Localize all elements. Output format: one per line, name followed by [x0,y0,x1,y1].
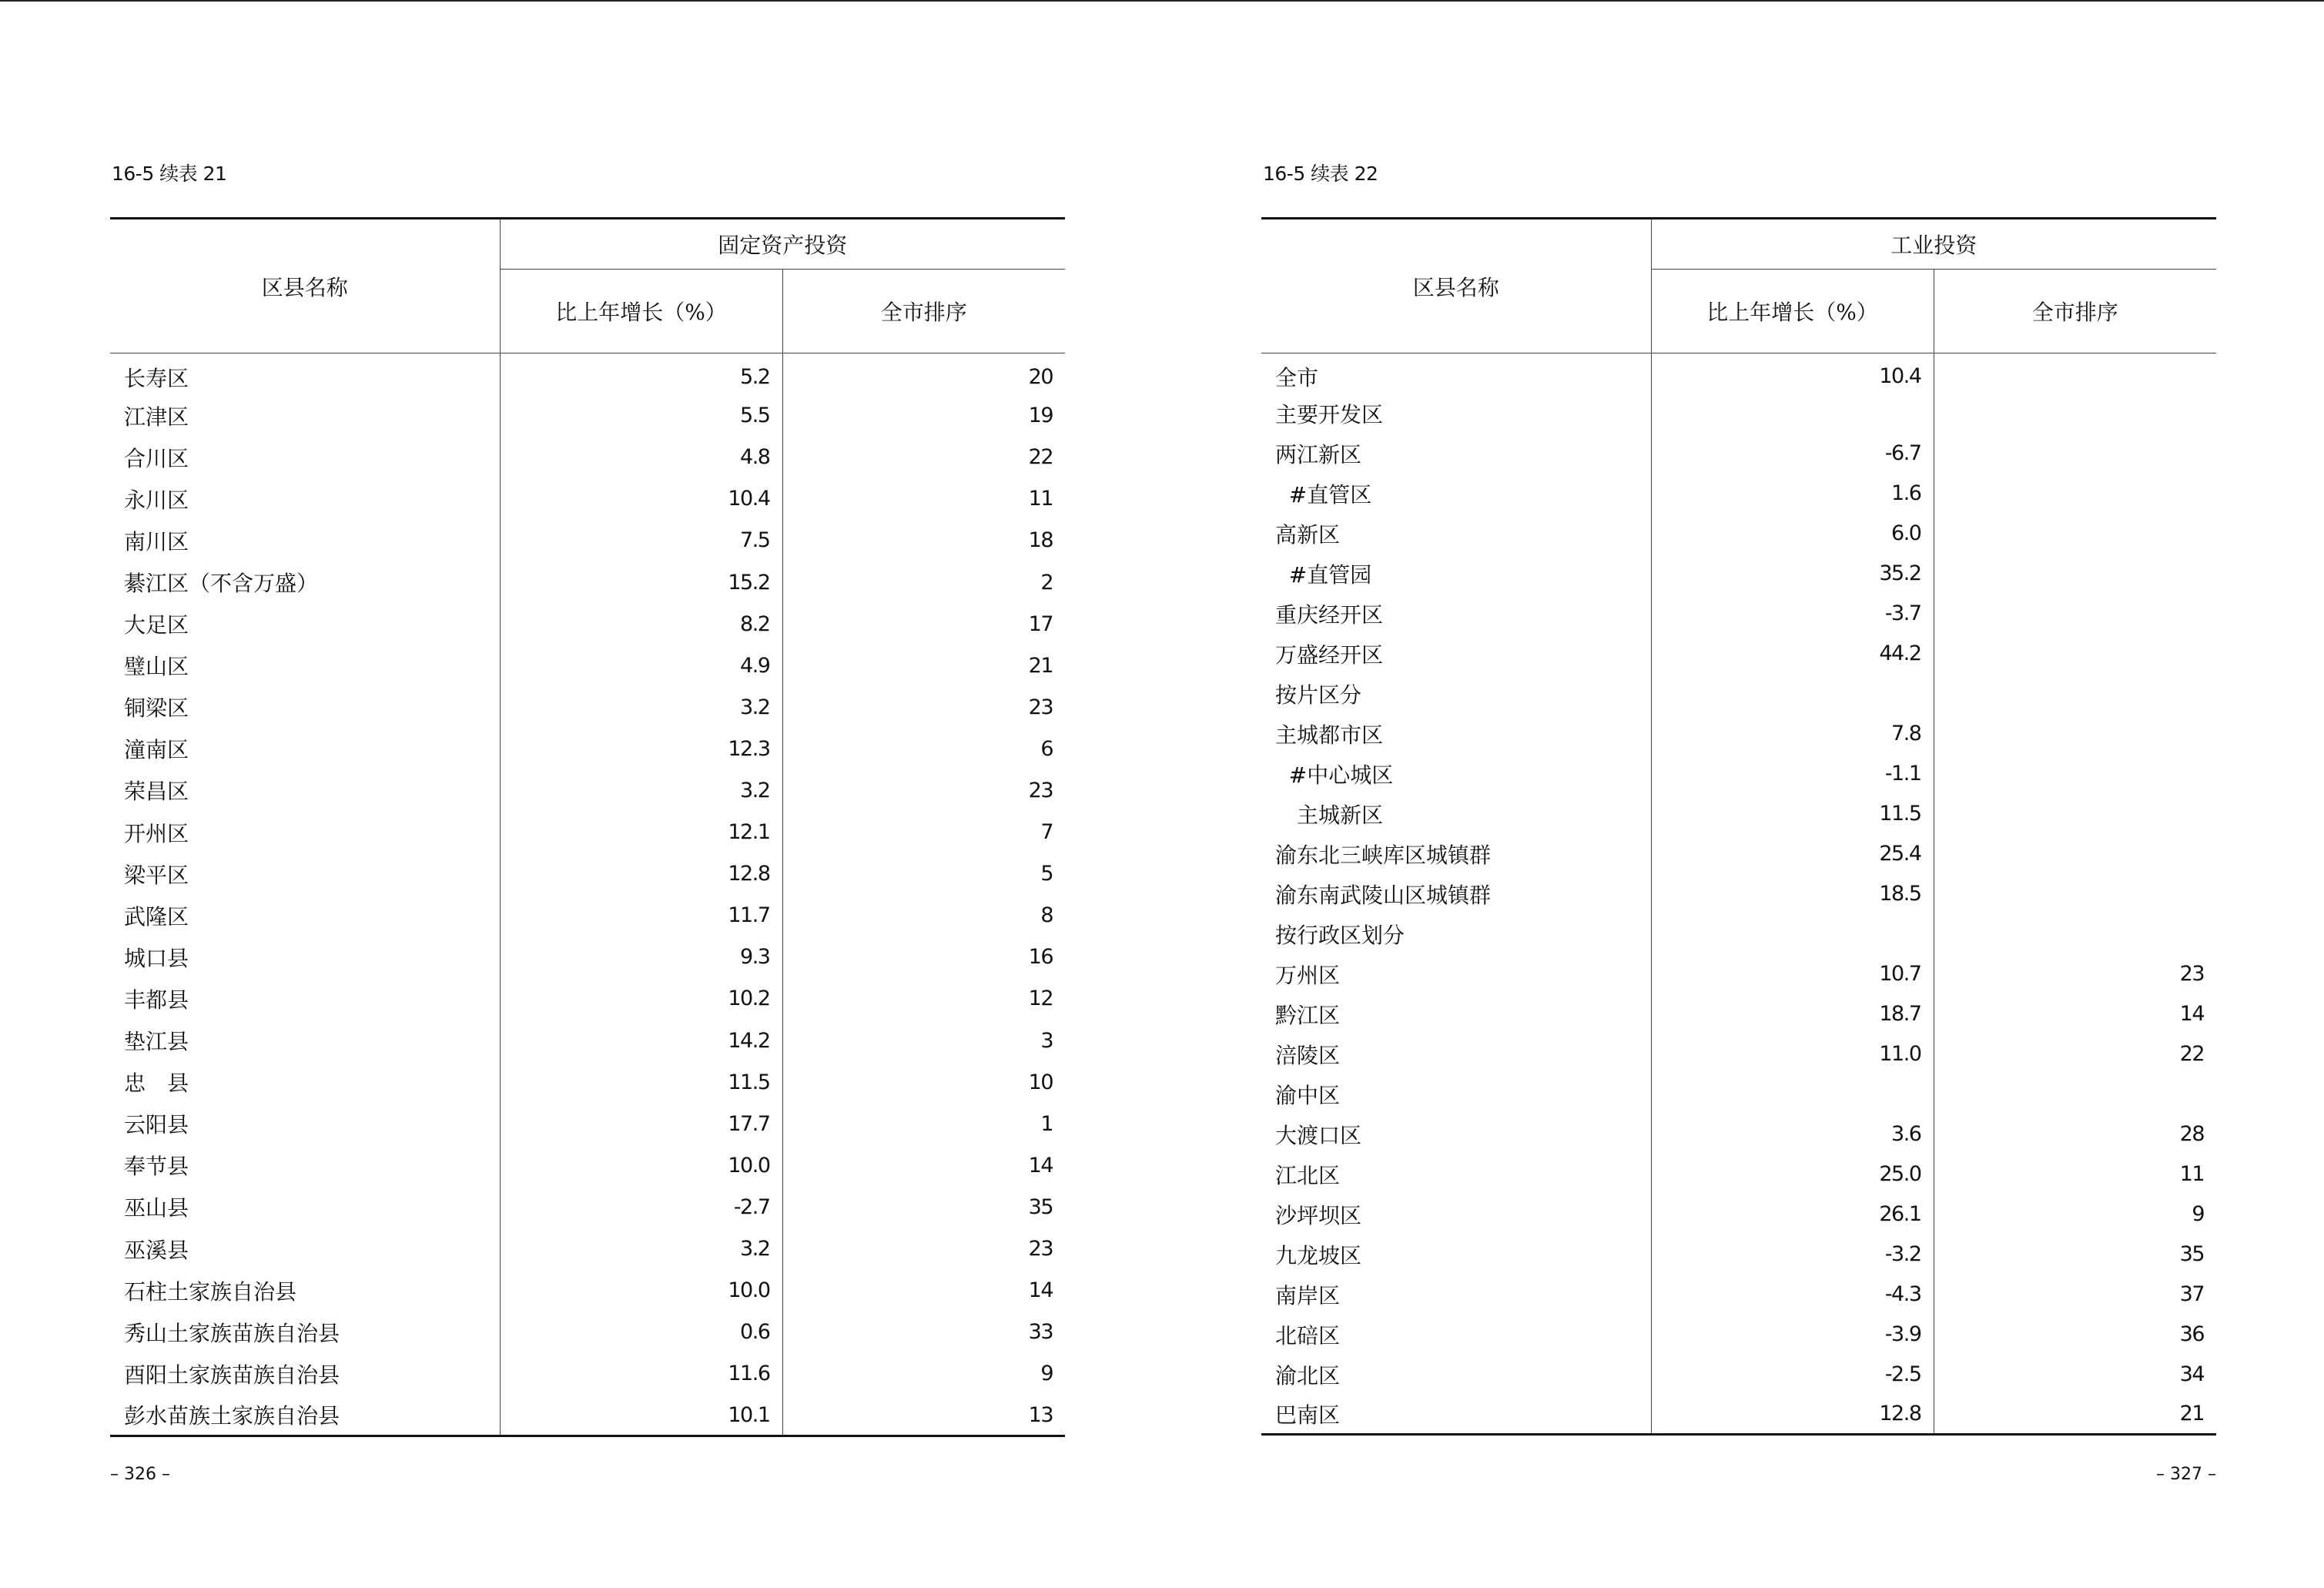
row-name-cell: 涪陵区 [1275,1042,1341,1068]
row-name-cell: 綦江区（不含万盛） [124,571,319,597]
table-row [1261,1034,2216,1074]
row-name-cell: #直管园 [1275,561,1372,588]
row-growth-cell: 44.2 [1651,634,1934,674]
row-name-cell: 高新区 [1275,521,1341,548]
row-growth-cell: 25.4 [1651,834,1934,874]
table-row [110,478,1065,520]
table-row [110,936,1065,978]
table-row [110,978,1065,1020]
table-row [110,437,1065,478]
row-growth-cell: 4.9 [500,645,782,686]
row-name-cell: 按行政区划分 [1275,922,1405,948]
row-growth-cell: 10.0 [500,1270,782,1312]
column-header-name: 区县名称 [1261,219,1651,353]
row-growth-cell: 10.4 [500,478,782,520]
row-growth-cell: 3.6 [1651,1114,1934,1154]
row-name-cell: 武隆区 [124,903,189,930]
row-name-cell: 铜梁区 [124,695,189,722]
table-row [110,686,1065,728]
table-row [1261,474,2216,514]
table-row [110,395,1065,437]
row-growth-cell: 14.2 [500,1020,782,1061]
row-growth-cell: -3.9 [1651,1315,1934,1355]
row-rank-cell: 34 [1934,1355,2216,1395]
table-row [1261,834,2216,874]
row-name-cell: 巫山县 [124,1195,189,1221]
table-caption: 16-5 续表 22 [1263,162,1378,185]
row-growth-cell: 5.2 [500,353,782,395]
row-name-cell: 云阳县 [124,1112,189,1138]
row-name-cell: 巴南区 [1261,1395,1651,1435]
table-row [1261,674,2216,714]
row-growth-cell: 18.7 [1651,994,1934,1034]
row-growth-cell: 7.5 [500,520,782,561]
row-growth-cell: 17.7 [500,1103,782,1144]
row-growth-cell: 12.8 [500,853,782,895]
row-rank-cell [1934,714,2216,754]
row-rank-cell [1934,874,2216,914]
table-row [1261,594,2216,634]
table-row [1261,914,2216,954]
row-rank-cell: 23 [782,1228,1065,1269]
row-growth-cell: 15.2 [500,561,782,603]
row-growth-cell: 10.1 [500,1395,782,1436]
row-rank-cell [1934,394,2216,434]
row-growth-cell: 0.6 [500,1312,782,1353]
row-growth-cell: 10.0 [500,1144,782,1186]
table-row [110,1103,1065,1144]
table-row [1261,634,2216,674]
row-rank-cell: 23 [782,769,1065,811]
row-growth-cell [1651,914,1934,954]
table-row [110,895,1065,936]
row-growth-cell: 25.0 [1651,1154,1934,1194]
row-rank-cell: 23 [782,686,1065,728]
row-rank-cell: 35 [1934,1235,2216,1275]
row-growth-cell: 11.7 [500,895,782,936]
table-row [110,1228,1065,1269]
table-row [1261,874,2216,914]
row-rank-cell [1934,1074,2216,1114]
row-growth-cell: -1.1 [1651,754,1934,794]
row-name-cell: 奉节县 [124,1154,189,1180]
row-growth-cell: 11.5 [500,1061,782,1103]
table-row [1261,1235,2216,1275]
row-name-cell: 大渡口区 [1275,1122,1362,1148]
column-header-rank: 全市排序 [782,270,1065,353]
row-rank-cell: 37 [1934,1275,2216,1315]
table-row [1261,514,2216,554]
table-row [110,1395,1065,1436]
row-growth-cell: -2.7 [500,1186,782,1228]
table-row [110,1186,1065,1228]
row-growth-cell: -2.5 [1651,1355,1934,1395]
row-name-cell: 渝中区 [1275,1082,1341,1108]
row-growth-cell [1651,394,1934,434]
row-growth-cell: 1.6 [1651,474,1934,514]
row-rank-cell: 22 [782,437,1065,478]
row-name-cell: 按片区分 [1275,682,1362,708]
row-growth-cell: 12.1 [500,812,782,853]
row-rank-cell [1934,754,2216,794]
row-growth-cell: 12.3 [500,728,782,769]
row-rank-cell [1934,634,2216,674]
row-growth-cell: 10.2 [500,978,782,1020]
table-row [110,1020,1065,1061]
row-name-cell: 城口县 [124,945,189,971]
row-growth-cell: 3.2 [500,686,782,728]
row-growth-cell: 9.3 [500,936,782,978]
row-growth-cell: 10.4 [1651,353,1934,394]
row-growth-cell: 5.5 [500,395,782,437]
column-group-header: 固定资产投资 [500,219,1065,270]
row-growth-cell [1651,1074,1934,1114]
row-rank-cell: 21 [782,645,1065,686]
top-border-rule [0,0,2324,2]
table-row [110,769,1065,811]
row-growth-cell: 3.2 [500,769,782,811]
table-row [110,1061,1065,1103]
row-name-cell: #中心城区 [1275,762,1394,788]
row-name-cell: 酉阳土家族苗族自治县 [124,1362,340,1388]
table-row [1261,1275,2216,1315]
row-rank-cell: 9 [1934,1194,2216,1235]
page-number: – 326 – [110,1465,170,1484]
fixed-asset-investment-table [110,217,1065,1437]
row-rank-cell: 28 [1934,1114,2216,1154]
row-growth-cell: 8.2 [500,603,782,645]
row-name-cell: 主要开发区 [1275,401,1384,427]
row-name-cell: 彭水苗族土家族自治县 [110,1395,500,1436]
column-header-rank: 全市排序 [1934,270,2216,353]
table-body [110,353,1065,1436]
table-row [1261,754,2216,794]
table-row [110,1144,1065,1186]
row-rank-cell: 1 [782,1103,1065,1144]
row-name-cell: 潼南区 [124,737,189,763]
table-row [1261,434,2216,474]
row-name-cell: 渝东北三峡库区城镇群 [1275,842,1492,868]
row-growth-cell [1651,674,1934,714]
table-row [1261,1395,2216,1435]
table-row [110,1312,1065,1353]
row-name-cell: 垫江县 [124,1029,189,1055]
row-rank-cell: 14 [782,1270,1065,1312]
row-name-cell: 巫溪县 [124,1237,189,1263]
row-name-cell: 南川区 [124,528,189,554]
row-growth-cell: 26.1 [1651,1194,1934,1235]
table-caption: 16-5 续表 21 [112,162,227,185]
row-rank-cell [1934,434,2216,474]
table-row [1261,1154,2216,1194]
row-rank-cell [1934,674,2216,714]
row-rank-cell [1934,594,2216,634]
row-name-cell: 合川区 [124,445,189,471]
row-rank-cell: 35 [782,1186,1065,1228]
row-name-cell: 九龙坡区 [1275,1242,1362,1268]
row-rank-cell [1934,353,2216,394]
row-name-cell: 渝东南武陵山区城镇群 [1275,882,1492,908]
row-name-cell: 秀山土家族苗族自治县 [124,1320,340,1346]
row-rank-cell [1934,514,2216,554]
row-rank-cell [1934,834,2216,874]
table-row [110,520,1065,561]
row-rank-cell: 20 [782,353,1065,395]
row-rank-cell: 18 [782,520,1065,561]
row-rank-cell: 8 [782,895,1065,936]
table-row [1261,1355,2216,1395]
table-row [1261,954,2216,994]
row-rank-cell: 22 [1934,1034,2216,1074]
row-rank-cell: 11 [782,478,1065,520]
row-name-cell: 江津区 [124,404,189,430]
table-row [1261,714,2216,754]
row-name-cell: 忠 县 [124,1070,189,1097]
row-name-cell: 江北区 [1275,1162,1341,1188]
row-rank-cell [1934,554,2216,594]
table-body [1261,353,2216,1435]
table-row [110,728,1065,769]
row-name-cell: 重庆经开区 [1275,601,1384,628]
row-rank-cell [1934,914,2216,954]
table-row [1261,1194,2216,1235]
row-rank-cell: 11 [1934,1154,2216,1194]
row-rank-cell: 14 [782,1144,1065,1186]
table-row [1261,1074,2216,1114]
column-header-growth: 比上年增长（%） [500,270,782,353]
table-row [1261,1315,2216,1355]
table-row [1261,353,2216,394]
row-growth-cell: 18.5 [1651,874,1934,914]
table-row [110,812,1065,853]
row-rank-cell: 3 [782,1020,1065,1061]
row-rank-cell: 10 [782,1061,1065,1103]
row-name-cell: 永川区 [124,487,189,513]
industrial-investment-table [1261,217,2216,1436]
row-growth-cell: 7.8 [1651,714,1934,754]
row-name-cell: 万盛经开区 [1275,642,1384,668]
row-name-cell: 梁平区 [124,862,189,888]
row-rank-cell [1934,474,2216,514]
row-name-cell: 两江新区 [1275,441,1362,467]
row-rank-cell [1934,794,2216,834]
row-growth-cell: -6.7 [1651,434,1934,474]
row-rank-cell: 2 [782,561,1065,603]
table-row [110,1270,1065,1312]
table-row [110,561,1065,603]
table-row [110,853,1065,895]
column-header-name: 区县名称 [110,219,500,353]
row-growth-cell: 3.2 [500,1228,782,1269]
row-name-cell: 开州区 [124,820,189,846]
row-rank-cell: 6 [782,728,1065,769]
row-rank-cell: 14 [1934,994,2216,1034]
table-row [1261,1114,2216,1154]
page-number: – 327 – [2156,1465,2216,1484]
row-growth-cell: 11.5 [1651,794,1934,834]
table-row [110,1353,1065,1395]
column-header-growth: 比上年增长（%） [1651,270,1934,353]
table-row [110,353,1065,395]
row-name-cell: 璧山区 [124,654,189,680]
row-name-cell: 长寿区 [124,365,189,391]
row-name-cell: 沙坪坝区 [1275,1202,1362,1228]
row-rank-cell: 23 [1934,954,2216,994]
row-rank-cell: 13 [782,1395,1065,1436]
row-growth-cell: 4.8 [500,437,782,478]
column-group-header: 工业投资 [1651,219,2216,270]
row-growth-cell: -4.3 [1651,1275,1934,1315]
row-name-cell: 石柱土家族自治县 [124,1278,297,1305]
row-name-cell: 荣昌区 [124,779,189,805]
row-rank-cell: 17 [782,603,1065,645]
row-name-cell: 大足区 [124,612,189,638]
row-name-cell: 主城都市区 [1275,722,1384,748]
row-rank-cell: 5 [782,853,1065,895]
table-row [1261,994,2216,1034]
row-name-cell: 丰都县 [124,987,189,1013]
table-row [1261,394,2216,434]
row-name-cell: 全市 [1275,364,1319,390]
row-growth-cell: 6.0 [1651,514,1934,554]
row-rank-cell: 12 [782,978,1065,1020]
row-rank-cell: 7 [782,812,1065,853]
row-rank-cell: 16 [782,936,1065,978]
row-name-cell: 南岸区 [1275,1282,1341,1308]
row-growth-cell: 35.2 [1651,554,1934,594]
row-name-cell: 万州区 [1275,962,1341,988]
row-name-cell: 黔江区 [1275,1002,1341,1028]
row-rank-cell: 21 [1934,1395,2216,1435]
table-row [110,645,1065,686]
row-growth-cell: -3.7 [1651,594,1934,634]
table-row [110,603,1065,645]
table-row [1261,554,2216,594]
row-name-cell: 北碚区 [1275,1322,1341,1348]
row-rank-cell: 33 [782,1312,1065,1353]
row-name-cell: 主城新区 [1275,802,1384,828]
row-name-cell: 渝北区 [1275,1362,1341,1389]
row-growth-cell: 11.6 [500,1353,782,1395]
table-row [1261,794,2216,834]
row-rank-cell: 36 [1934,1315,2216,1355]
row-growth-cell: 10.7 [1651,954,1934,994]
row-name-cell: #直管区 [1275,481,1372,508]
row-rank-cell: 19 [782,395,1065,437]
row-rank-cell: 9 [782,1353,1065,1395]
row-growth-cell: 12.8 [1651,1395,1934,1435]
row-growth-cell: 11.0 [1651,1034,1934,1074]
row-growth-cell: -3.2 [1651,1235,1934,1275]
